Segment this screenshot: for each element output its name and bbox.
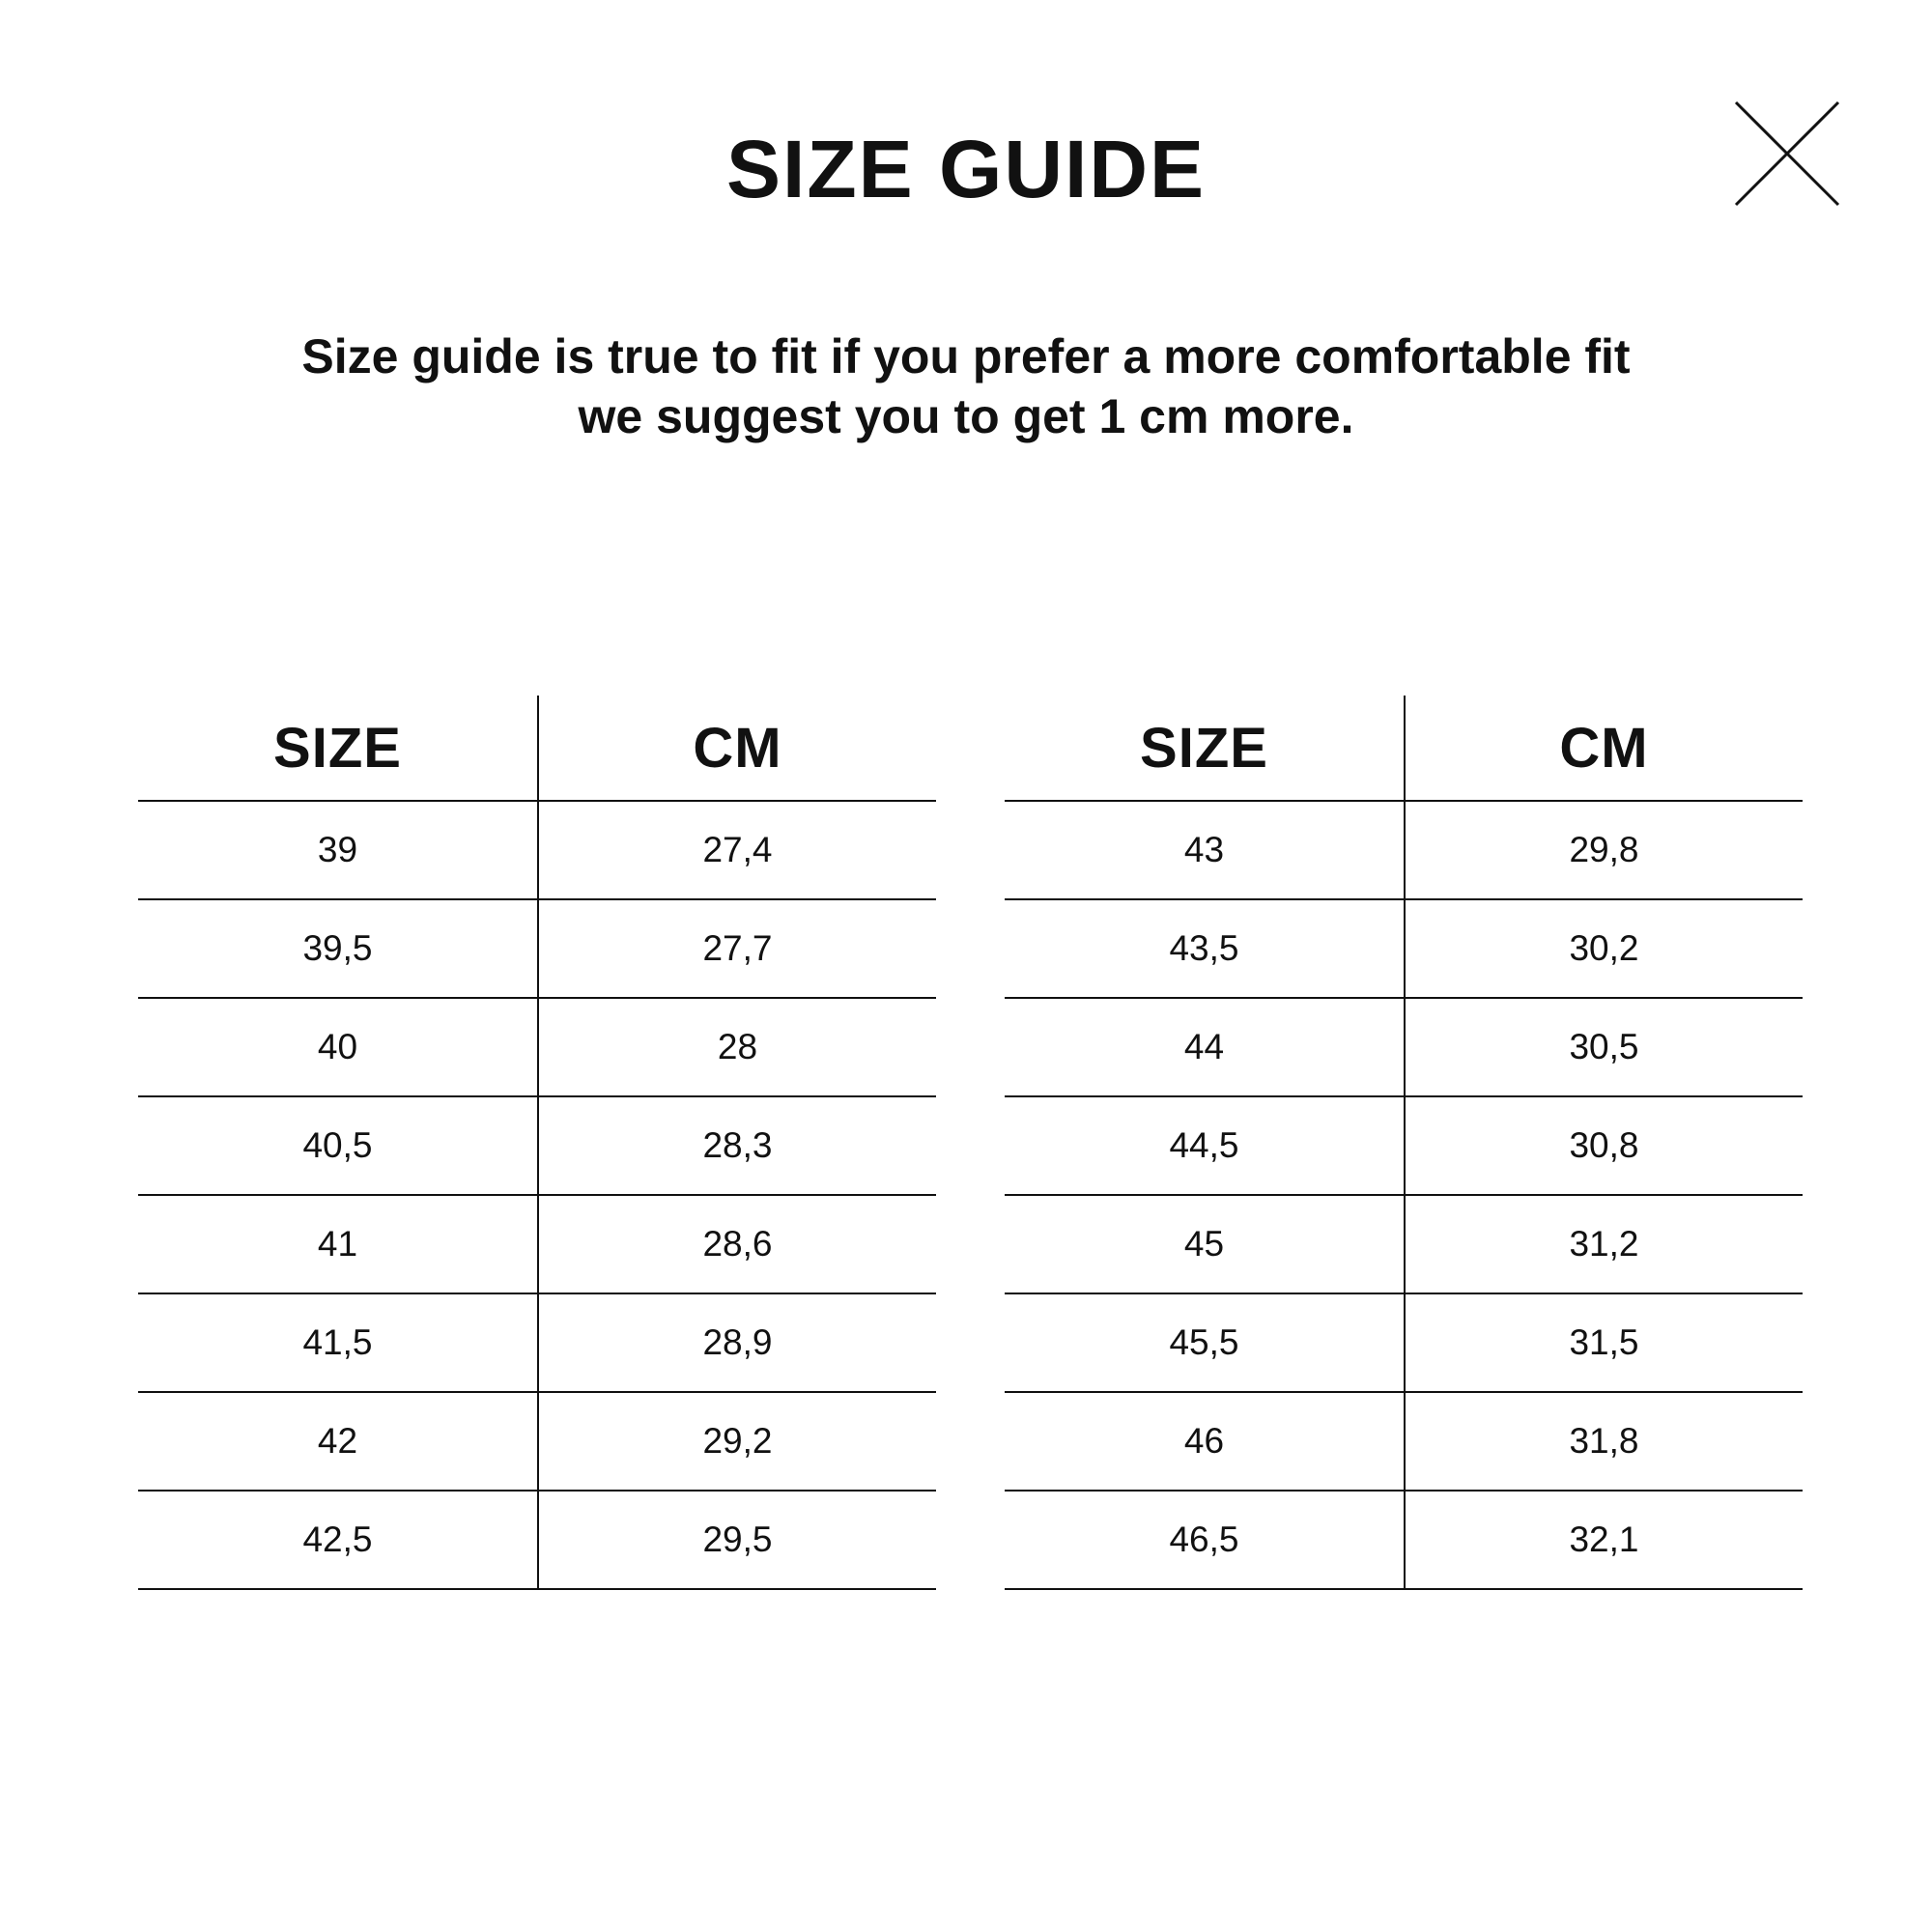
size-cell: 40 [138, 998, 538, 1096]
table-row [1005, 1195, 1803, 1293]
cm-cell: 29,5 [538, 1491, 936, 1589]
size-cell: 40,5 [138, 1096, 538, 1195]
cm-cell: 31,2 [1405, 1195, 1803, 1293]
size-cell: 41 [138, 1195, 538, 1293]
table-row [138, 1195, 936, 1293]
size-cell: 42,5 [138, 1491, 538, 1589]
size-cell: 44 [1005, 998, 1405, 1096]
table-row [1005, 1392, 1803, 1491]
table-row [1005, 1491, 1803, 1589]
table-row [138, 1491, 936, 1589]
cm-column-header: CM [1405, 696, 1803, 801]
cm-cell: 27,7 [538, 899, 936, 998]
cm-cell: 28,6 [538, 1195, 936, 1293]
page-title: SIZE GUIDE [725, 124, 1207, 214]
table-row [138, 1096, 936, 1195]
cm-cell: 28,9 [538, 1293, 936, 1392]
cm-cell: 30,8 [1405, 1096, 1803, 1195]
cm-cell: 27,4 [538, 801, 936, 899]
size-cell: 43 [1005, 801, 1405, 899]
close-icon [1734, 100, 1840, 207]
cm-cell: 30,5 [1405, 998, 1803, 1096]
size-table-left [138, 696, 936, 1590]
fit-note [0, 327, 1932, 446]
table-row [138, 801, 936, 899]
size-cell: 46 [1005, 1392, 1405, 1491]
size-cell: 46,5 [1005, 1491, 1405, 1589]
table-row [138, 998, 936, 1096]
table-row [138, 1392, 936, 1491]
fit-note-line-2: we suggest you to get 1 cm more. [578, 389, 1354, 443]
cm-cell: 29,8 [1405, 801, 1803, 899]
table-row [138, 899, 936, 998]
close-button[interactable] [1734, 100, 1840, 207]
table-row [1005, 899, 1803, 998]
cm-cell: 31,5 [1405, 1293, 1803, 1392]
size-cell: 41,5 [138, 1293, 538, 1392]
size-cell: 45 [1005, 1195, 1405, 1293]
size-column-header: SIZE [1005, 696, 1405, 801]
size-column-header: SIZE [138, 696, 538, 801]
size-cell: 44,5 [1005, 1096, 1405, 1195]
size-cell: 39,5 [138, 899, 538, 998]
cm-cell: 28,3 [538, 1096, 936, 1195]
size-table-right [1005, 696, 1803, 1590]
cm-cell: 28 [538, 998, 936, 1096]
table-header-row [1005, 696, 1803, 801]
cm-cell: 32,1 [1405, 1491, 1803, 1589]
table-row [138, 1293, 936, 1392]
size-cell: 39 [138, 801, 538, 899]
size-cell: 42 [138, 1392, 538, 1491]
table-header-row [138, 696, 936, 801]
cm-cell: 30,2 [1405, 899, 1803, 998]
size-cell: 43,5 [1005, 899, 1405, 998]
table-row [1005, 1096, 1803, 1195]
table-row [1005, 998, 1803, 1096]
fit-note-line-1: Size guide is true to fit if you prefer a more comfortable fit [301, 329, 1631, 384]
size-cell: 45,5 [1005, 1293, 1405, 1392]
cm-cell: 29,2 [538, 1392, 936, 1491]
table-row [1005, 1293, 1803, 1392]
cm-cell: 31,8 [1405, 1392, 1803, 1491]
table-row [1005, 801, 1803, 899]
cm-column-header: CM [538, 696, 936, 801]
